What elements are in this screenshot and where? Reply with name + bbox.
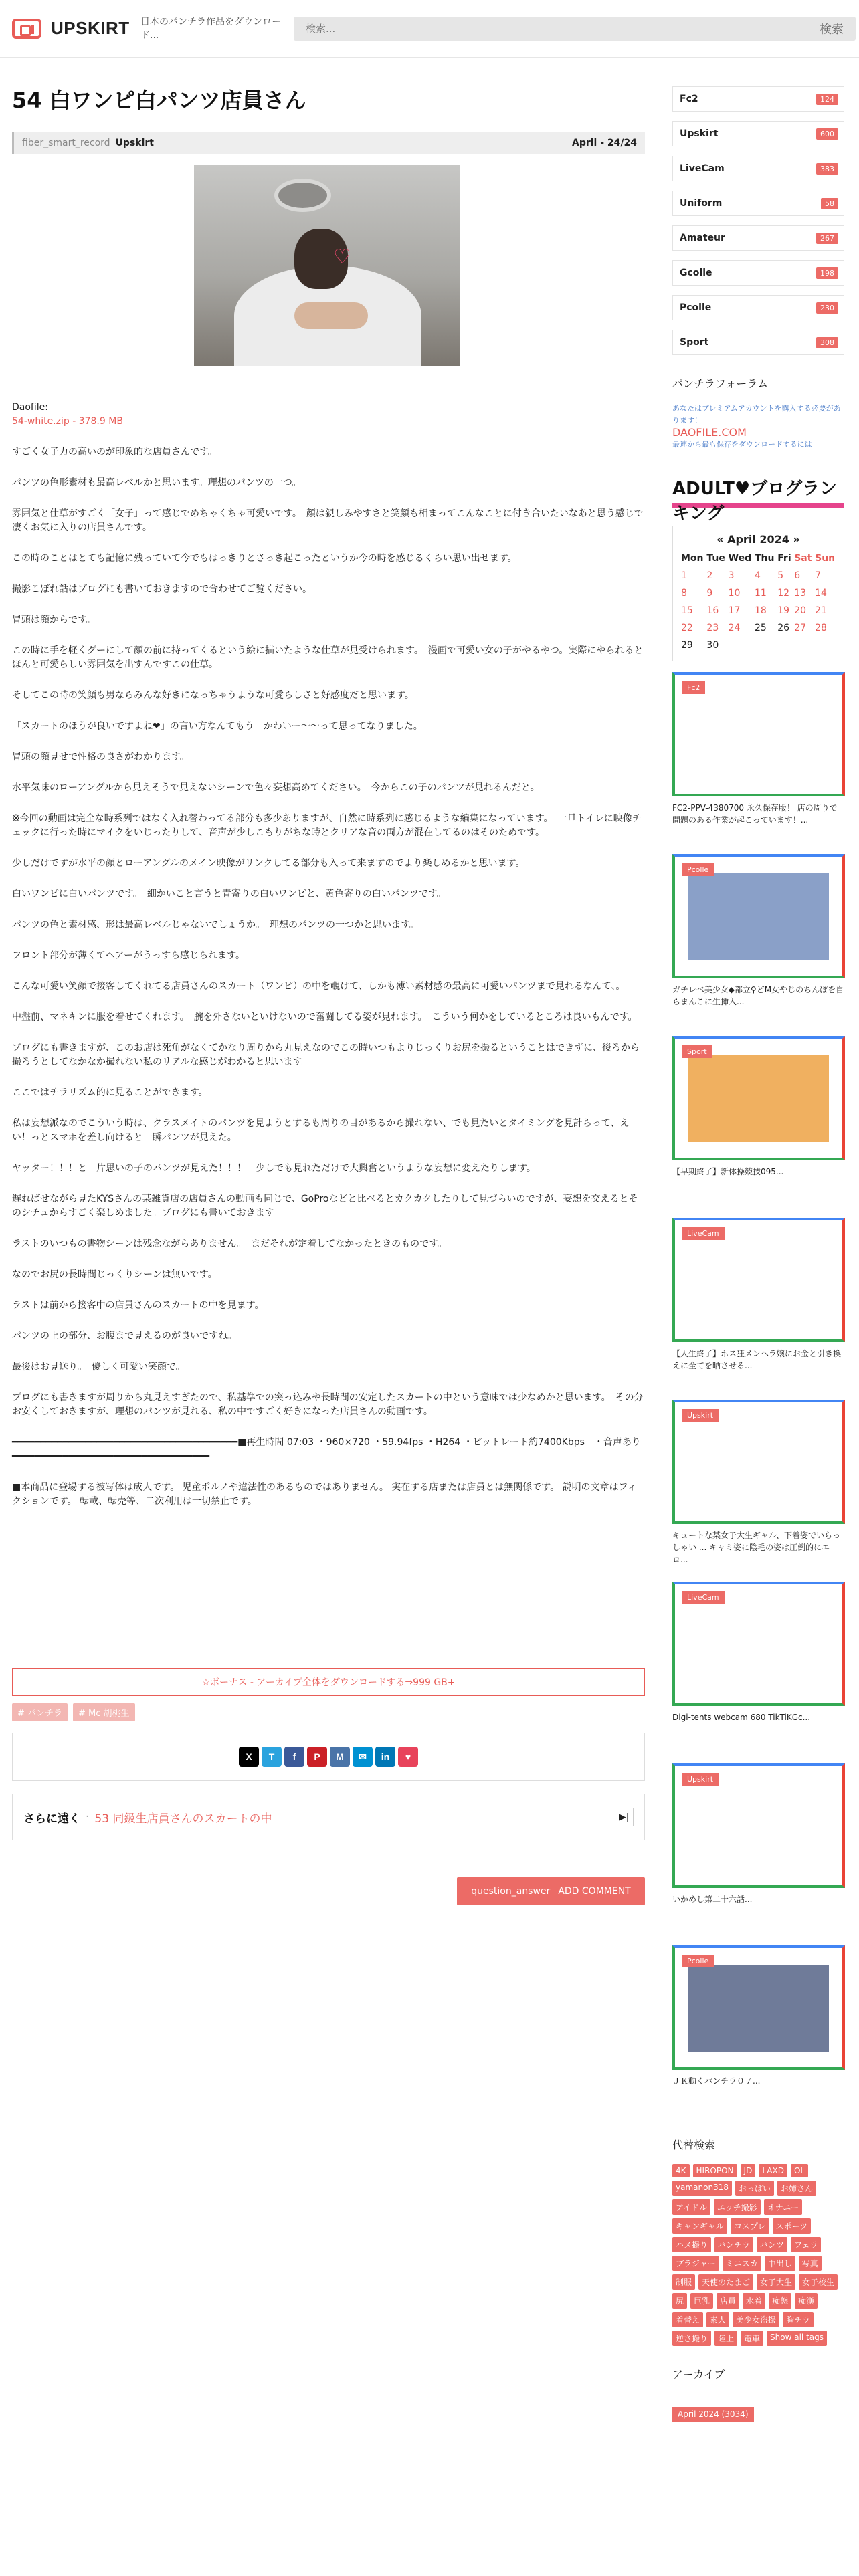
post-paragraph: なのでお尻の長時間じっくりシーンは無いです。	[12, 1269, 217, 1280]
tag-cloud-item[interactable]: お姉さん	[777, 2181, 816, 2196]
post-paragraph: ラストは前から接客中の店員さんのスカートの中を見ます。	[12, 1300, 264, 1311]
card-thumbnail[interactable]	[672, 1763, 845, 1888]
category-count: 308	[816, 337, 838, 348]
category-item[interactable]	[672, 121, 844, 146]
card-thumbnail[interactable]	[672, 854, 845, 978]
card-image	[688, 1965, 829, 2052]
tag-link[interactable]: # Mc 胡桃生	[73, 1703, 135, 1721]
post-paragraph: すごく女子力の高いのが印象的な店員さんです。	[12, 447, 217, 457]
category-name: Sport	[680, 337, 709, 348]
post-paragraph: ここではチラリズム的に見ることができます。	[12, 1087, 208, 1098]
calendar-table	[680, 550, 837, 654]
card-image	[688, 1419, 829, 1506]
calendar-day[interactable]: 15	[681, 605, 693, 616]
category-name: Pcolle	[680, 302, 712, 313]
site-header	[0, 0, 859, 58]
post-paragraph: ヤッター！！！と 片思いの子のパンツが見えた！！！ 少しでも見れただけで大興奮というような妄想に変えたりします。	[12, 1163, 536, 1174]
post-paragraph: パンツの色と素材感、形は最高レベルじゃないでしょうか。 理想のパンツの一つかと思います。	[12, 920, 419, 930]
calendar-day: 25	[754, 623, 767, 633]
facebook-share-icon[interactable]: f	[284, 1747, 304, 1767]
next-label: さらに遠く	[23, 1812, 80, 1826]
tag-cloud-item[interactable]: yamanon318	[672, 2181, 732, 2196]
category-item[interactable]	[672, 260, 844, 286]
post-paragraph: 白いワンピに白いパンツです。 細かいこと言うと青寄りの白いワンピと、黄色寄りの白いパンツです。	[12, 889, 446, 899]
category-count: 124	[816, 94, 838, 105]
add-comment-label: ADD COMMENT	[558, 1886, 631, 1897]
post-paragraphs	[12, 445, 650, 1509]
category-name: Upskirt	[680, 128, 719, 139]
calendar-day: 30	[706, 640, 719, 651]
calendar-day[interactable]: 6	[794, 570, 801, 581]
post-image	[194, 165, 460, 366]
post-paragraph: フロント部分が薄くてヘアーがうっすら感じられます。	[12, 950, 246, 961]
banner-line2: 最速から最も保存をダウンロードするには	[672, 440, 812, 449]
calendar-day[interactable]: 19	[777, 605, 790, 616]
search-input[interactable]	[306, 23, 734, 35]
telegram-share-icon[interactable]: T	[262, 1747, 282, 1767]
card-title[interactable]: 【早期終了】新体操競技095...	[672, 1167, 784, 1176]
post-paragraph: 最後はお見送り。 優しく可愛い笑顔で。	[12, 1362, 185, 1372]
post-paragraph: 「スカートのほうが良いですよね❤」の言い方なんてもう かわいー〜〜って思ってなりました。	[12, 721, 423, 732]
heart-sticker-icon: ♡	[333, 245, 351, 269]
post-paragraph: パンツの上の部分、お腹まで見えるのが良いですね。	[12, 1331, 237, 1341]
calendar-day[interactable]: 18	[754, 605, 767, 616]
tag-cloud-item[interactable]: 写真	[799, 2256, 822, 2271]
card-title[interactable]: FC2-PPV-4380700 永久保存版！ 店の周りで問題のある作業が起こっています！...	[672, 803, 838, 825]
calendar-day[interactable]: 16	[706, 605, 719, 616]
next-post-nav[interactable]	[12, 1794, 645, 1840]
tag-cloud-item[interactable]: フェラ	[791, 2237, 821, 2252]
calendar-day: 28	[815, 623, 827, 633]
tag-cloud-item[interactable]: 巨乳	[690, 2293, 713, 2309]
ranking-banner[interactable]: ADULT♥ブログランキング	[672, 475, 844, 508]
post-paragraph: パンツの色形素材も最高レベルかと思います。理想のパンツの一つ。	[12, 477, 302, 488]
calendar-day[interactable]: 24	[728, 623, 741, 633]
category-name: Amateur	[680, 233, 725, 243]
skip-next-icon[interactable]: ▶|	[615, 1808, 634, 1826]
tag-cloud-item[interactable]: 店員	[717, 2293, 739, 2309]
category-name: Uniform	[680, 198, 723, 209]
calendar-day	[793, 637, 814, 654]
post-paragraph: ※今回の動画は完全な時系列ではなく入れ替わってる部分も多少ありますが、自然に時系列に感じるような編集になっています。 一旦トイレに映像チェックに行った時にマイクをいじったりして、音声が少しこもりがちな時とクリアな音の両方が混在してるのはそのためです。	[12, 813, 642, 838]
featured-card[interactable]	[672, 854, 844, 1025]
tag-cloud-item[interactable]: 着替え	[672, 2312, 703, 2327]
tag-cloud-item[interactable]: 逆さ撮り	[672, 2331, 711, 2346]
pinterest-share-icon[interactable]: P	[307, 1747, 327, 1767]
calendar-day[interactable]: 9	[706, 588, 713, 599]
post-paragraph: 少しだけですが水平の顔とローアングルのメイン映像がリンクしてる部分も入って来ますのでより楽しめるかと思います。	[12, 858, 525, 869]
calendar-day[interactable]: 13	[794, 588, 807, 599]
card-image	[688, 1055, 829, 1142]
card-image	[688, 1601, 829, 1688]
category-item[interactable]	[672, 86, 844, 112]
post-author[interactable]: Upskirt	[115, 138, 154, 148]
figure-hand	[294, 302, 368, 329]
post-main	[0, 58, 656, 2576]
calendar-day-name: Tue	[706, 553, 725, 564]
card-thumbnail[interactable]	[672, 672, 845, 796]
calendar-month: April 2024	[727, 533, 789, 546]
calendar-day-name: Fri	[777, 553, 791, 564]
post-paragraph: 冒頭は顔からです。	[12, 615, 96, 625]
calendar-day	[776, 637, 793, 654]
tag-cloud-item[interactable]: ブラジャー	[672, 2256, 719, 2271]
tag-cloud-item[interactable]: JD	[741, 2164, 756, 2177]
post-title: 54 白ワンピ白パンツ店員さん	[12, 88, 306, 113]
email-share-icon[interactable]: ✉	[353, 1747, 373, 1767]
tag-cloud-item[interactable]: 美少女盗撮	[733, 2312, 779, 2327]
calendar-day[interactable]: 7	[815, 570, 822, 581]
download-all-button[interactable]: ☆ボーナス - アーカイブ全体をダウンロードする⇒999 GB+	[12, 1668, 645, 1696]
card-image	[688, 691, 829, 778]
calendar-prev[interactable]: «	[717, 533, 724, 546]
tag-cloud-item[interactable]: アイドル	[672, 2199, 710, 2215]
featured-cards	[672, 672, 844, 2117]
tag-cloud-item[interactable]: ミニスカ	[723, 2256, 761, 2271]
post-paragraph: 冒頭の顔見せで性格の良さがわかります。	[12, 752, 189, 762]
post-paragraph: 雰囲気と仕草がすごく「女子」って感じでめちゃくちゃ可愛いです。 顔は親しみやすさと笑顔も相まってこんなことに付き合いたいなあと思う感じで凄くお気に入りの店員さんです。	[12, 508, 644, 533]
card-title[interactable]: いかめし第二十六話...	[672, 1895, 753, 1904]
tag-cloud-item[interactable]: Show all tags	[767, 2331, 827, 2346]
tag-cloud-item[interactable]: 電車	[741, 2331, 763, 2346]
search-button[interactable]: 検索	[820, 22, 844, 37]
calendar-day[interactable]: 2	[706, 570, 713, 581]
post-paragraph: ブログにも書きますが、このお店は死角がなくてかなり周りから丸見えなのでこの時いつもよりじっくりお尻を撮るということはできずに、後ろから撮ろうとしてなかなか撮れない私のリアルな感じがわかると思います。	[12, 1043, 640, 1067]
card-badge[interactable]: LiveCam	[682, 1591, 725, 1604]
tag-link[interactable]: # パンチラ	[12, 1703, 68, 1721]
post-paragraph: 遅ればせながら見たKYSさんの某雑貨店の店員さんの動画も同じで、GoProなどと比べるとカクカクしたりして見づらいのですが、妄想を交えるとそのシチュからすごく楽しめました。ブログにも書いておきます。	[12, 1194, 638, 1218]
category-count: 600	[816, 128, 838, 140]
card-badge[interactable]: Upskirt	[682, 1773, 719, 1786]
calendar-day[interactable]: 11	[754, 588, 767, 599]
post-paragraph: 私は妄想派なのでこういう時は、クラスメイトのパンツを見ようとするも周りの目があるから撮れない、でも見たいとタイミングを見計らって、えい！っとスマホを差し向けると一瞬パンツが見えた。	[12, 1118, 630, 1143]
post-paragraph: そしてこの時の笑顔も男ならみんな好きになっちゃうような可愛らしさと好感度だと思います。	[12, 690, 414, 701]
mix-share-icon[interactable]: M	[330, 1747, 350, 1767]
post-date: April - 24/24	[572, 138, 637, 148]
card-badge[interactable]: Upskirt	[682, 1409, 719, 1422]
calendar-day	[727, 637, 753, 654]
daofile-block	[12, 401, 645, 429]
post-paragraph: この時のことはとても記憶に残っていて今でもはっきりとさっき起こったというか今の時を感じるくらい思い出せます。	[12, 553, 517, 564]
calendar-day: 26	[777, 623, 790, 633]
sidebar	[656, 58, 859, 2576]
comment-icon: question_answer	[471, 1886, 551, 1897]
calendar-header	[680, 533, 837, 546]
archive-item[interactable]: April 2024 (3034)	[672, 2407, 754, 2422]
tag-cloud-item[interactable]: 素人	[706, 2312, 729, 2327]
tag-cloud-item[interactable]: 女子校生	[799, 2274, 838, 2290]
tag-cloud-item[interactable]: 水着	[743, 2293, 765, 2309]
banner-line1: あなたはプレミアムアカウントを購入する必要があります！	[672, 404, 841, 425]
card-thumbnail[interactable]	[672, 1582, 845, 1706]
category-item[interactable]	[672, 191, 844, 216]
archive-title: アーカイブ	[672, 2368, 725, 2381]
calendar-day[interactable]: 4	[754, 570, 761, 581]
daofile-link[interactable]: 54-white.zip - 378.9 MB	[12, 416, 123, 427]
card-image	[688, 873, 829, 960]
category-count: 198	[816, 267, 838, 279]
card-badge[interactable]: Pcolle	[682, 863, 714, 876]
card-thumbnail[interactable]	[672, 1945, 845, 2070]
logo-icon	[12, 19, 41, 39]
post-paragraph: ■本商品に登場する被写体は成人です。 児童ポルノや違法性のあるものではありません。 実在する店または店員とは無関係です。 説明の文章はフィクションです。 転載、転売等、二次利用は一切禁止です。	[12, 1482, 637, 1507]
calendar-day[interactable]: 5	[777, 570, 784, 581]
featured-card[interactable]	[672, 1945, 844, 2117]
post-tags	[12, 1703, 135, 1721]
tag-cloud	[672, 2164, 846, 2346]
tag-cloud-item[interactable]: 痴漢	[795, 2293, 818, 2309]
calendar	[672, 526, 844, 661]
tag-cloud-item[interactable]: おっぱい	[735, 2181, 774, 2196]
category-item[interactable]	[672, 156, 844, 181]
calendar-day[interactable]: 8	[681, 588, 687, 599]
calendar-day-name: Sun	[815, 553, 836, 564]
daofile-banner[interactable]	[672, 403, 844, 460]
x-share-icon[interactable]: X	[239, 1747, 259, 1767]
card-title[interactable]: ガチレベ美少女◆都立♀どM女やじのちんぽを自らまんこに生挿入...	[672, 985, 844, 1006]
tag-cloud-item[interactable]: オナニー	[764, 2199, 803, 2215]
logo-text: UPSKIRT	[51, 18, 130, 38]
post-body	[12, 401, 650, 1525]
add-comment-button[interactable]	[457, 1877, 645, 1905]
post-category[interactable]: fiber_smart_record	[22, 138, 110, 148]
alt-search-title: 代替検索	[672, 2139, 716, 2151]
card-badge[interactable]: Pcolle	[682, 1955, 714, 1967]
pocket-share-icon[interactable]: ♥	[398, 1747, 418, 1767]
post-paragraph: ブログにも書きますが周りから丸見えすぎたので、私基準での突っ込みや長時間の安定したスカートの中という意味では少なめかと思います。 その分お安くしておきますが、理想のパンツが見れる、私の中ですごく好きになった店員さんの動画です。	[12, 1392, 644, 1417]
tag-cloud-item[interactable]: HIROPON	[693, 2164, 737, 2177]
featured-card[interactable]	[672, 672, 844, 843]
post-paragraph: 中盤前、マネキンに服を着せてくれます。 腕を外さないといけないので奮闘してる姿が見れます。 こういう何かをしているところは良いもんです。	[12, 1012, 638, 1023]
calendar-day[interactable]: 21	[815, 605, 827, 616]
post-paragraph: 撮影こぼれ話はブログにも書いておきますので合わせてご覧ください。	[12, 584, 312, 595]
calendar-day[interactable]: 12	[777, 588, 790, 599]
post-paragraph: 水平気味のローアングルから見えそうで見えないシーンで色々妄想高めてください。 今からこの子のパンツが見れるんだと。	[12, 782, 540, 793]
card-image	[688, 1783, 829, 1870]
tag-cloud-item[interactable]: パンツ	[757, 2237, 787, 2252]
tag-cloud-item[interactable]: パンチラ	[714, 2237, 753, 2252]
calendar-day[interactable]: 14	[815, 588, 827, 599]
next-separator: ·	[86, 1810, 90, 1824]
calendar-day[interactable]: 10	[728, 588, 741, 599]
post-meta	[12, 132, 645, 154]
calendar-day	[753, 637, 776, 654]
site-logo[interactable]	[12, 18, 132, 39]
tag-cloud-item[interactable]: キャンギャル	[672, 2218, 727, 2234]
calendar-day[interactable]: 20	[794, 605, 807, 616]
tag-cloud-item[interactable]: OL	[791, 2164, 808, 2177]
tag-cloud-item[interactable]: 痴態	[769, 2293, 791, 2309]
forum-title: パンチラフォーラム	[672, 377, 769, 390]
category-count: 58	[821, 198, 838, 209]
category-name: Gcolle	[680, 267, 712, 278]
tag-cloud-item[interactable]: スポーツ	[773, 2218, 812, 2234]
search-bar	[294, 17, 856, 41]
calendar-day-name: Mon	[681, 553, 704, 564]
calendar-day	[814, 637, 837, 654]
tag-cloud-item[interactable]: コスプレ	[731, 2218, 769, 2234]
calendar-day[interactable]: 23	[706, 623, 719, 633]
calendar-day[interactable]: 17	[728, 605, 741, 616]
category-item[interactable]	[672, 225, 844, 251]
card-badge[interactable]: Sport	[682, 1045, 712, 1058]
card-image	[688, 1237, 829, 1324]
tag-cloud-item[interactable]: 中出し	[765, 2256, 795, 2271]
tag-cloud-item[interactable]: 胸チラ	[783, 2312, 814, 2327]
post-paragraph: ラストのいつもの書物シーンは残念ながらありません。 まだそれが定着してなかったときのものです。	[12, 1239, 448, 1249]
tag-cloud-item[interactable]: LAXD	[759, 2164, 787, 2177]
category-list	[672, 86, 844, 355]
card-thumbnail[interactable]	[672, 1400, 845, 1524]
featured-card[interactable]	[672, 1400, 844, 1571]
card-title[interactable]: キュートな某女子大生ギャル、下着姿でいらっしゃい ... キャミ姿に陰毛の姿は圧倒的にエロ...	[672, 1531, 841, 1564]
card-title[interactable]: 【人生終了】ホス狂メンヘラ嬢にお金と引き換えに全てを晒させる...	[672, 1349, 842, 1370]
calendar-day: 27	[794, 623, 807, 633]
site-tagline: 日本のパンチラ作品をダウンロード...	[140, 16, 281, 41]
tag-cloud-item[interactable]: 女子大生	[757, 2274, 795, 2290]
card-thumbnail[interactable]	[672, 1036, 845, 1160]
calendar-day[interactable]: 22	[681, 623, 693, 633]
tag-cloud-item[interactable]: 天使のたまご	[698, 2274, 753, 2290]
category-item[interactable]	[672, 330, 844, 355]
linkedin-share-icon[interactable]: in	[375, 1747, 395, 1767]
tag-cloud-item[interactable]: 制服	[672, 2274, 695, 2290]
next-post-title[interactable]: 53 同級生店員さんのスカートの中	[94, 1812, 272, 1826]
category-count: 383	[816, 163, 838, 175]
featured-card[interactable]	[672, 1763, 844, 1935]
featured-card[interactable]	[672, 1036, 844, 1207]
tag-cloud-item[interactable]: ハメ撮り	[672, 2237, 711, 2252]
calendar-day[interactable]: 1	[681, 570, 687, 581]
card-title[interactable]: ＪＫ動くパンチラ０７...	[672, 2076, 761, 2086]
post-paragraph: ━━━━━━━━━━━━━━━━━━━━━━━━━━━━━━━━━━━━━━━━■再生時間 07:03 ・960×720 ・59.94fps ・H264 ・ビットレート約7400Kbps ・音声あり ━━━━━━━━━━━━━━━━━━━━━━━━━━━━━━━━━━━	[12, 1437, 650, 1462]
post-paragraph: こんな可愛い笑顔で接客してくれてる店員さんのスカート（ワンピ）の中を覗けて、しかも薄い素材感の最高に可愛いパンツまで見れるなんて、。	[12, 981, 626, 992]
category-count: 230	[816, 302, 838, 314]
card-badge[interactable]: LiveCam	[682, 1227, 725, 1240]
featured-card[interactable]	[672, 1582, 844, 1753]
banner-brand: DAOFILE.COM	[672, 426, 747, 439]
ceiling-vent	[274, 179, 331, 212]
tag-cloud-item[interactable]: 尻	[672, 2293, 687, 2309]
share-bar	[12, 1733, 645, 1781]
tag-cloud-item[interactable]: 陸上	[714, 2331, 737, 2346]
category-count: 267	[816, 233, 838, 244]
category-item[interactable]	[672, 295, 844, 320]
category-name: Fc2	[680, 94, 698, 104]
calendar-next[interactable]: »	[793, 533, 800, 546]
featured-card[interactable]	[672, 1218, 844, 1389]
category-name: LiveCam	[680, 163, 725, 174]
calendar-day-name: Wed	[728, 553, 752, 564]
calendar-day[interactable]: 3	[728, 570, 735, 581]
tag-cloud-item[interactable]: エッチ撮影	[714, 2199, 761, 2215]
daofile-label: Daofile:	[12, 402, 48, 413]
post-paragraph: この時に手を軽くグーにして顔の前に持ってくるという絵に描いたような仕草が見受けられます。 漫画で可愛い女の子がやるやつ。実際にやられるとほんと可愛らしい雰囲気を出すんですこの仕草。	[12, 645, 644, 670]
calendar-day: 29	[681, 640, 693, 651]
card-thumbnail[interactable]	[672, 1218, 845, 1342]
card-title[interactable]: Digi-tents webcam 680 TikTiKGc...	[672, 1713, 811, 1722]
calendar-day-name: Thu	[754, 553, 775, 564]
calendar-day-name: Sat	[794, 553, 812, 564]
card-badge[interactable]: Fc2	[682, 681, 705, 694]
tag-cloud-item[interactable]: 4K	[672, 2164, 690, 2177]
